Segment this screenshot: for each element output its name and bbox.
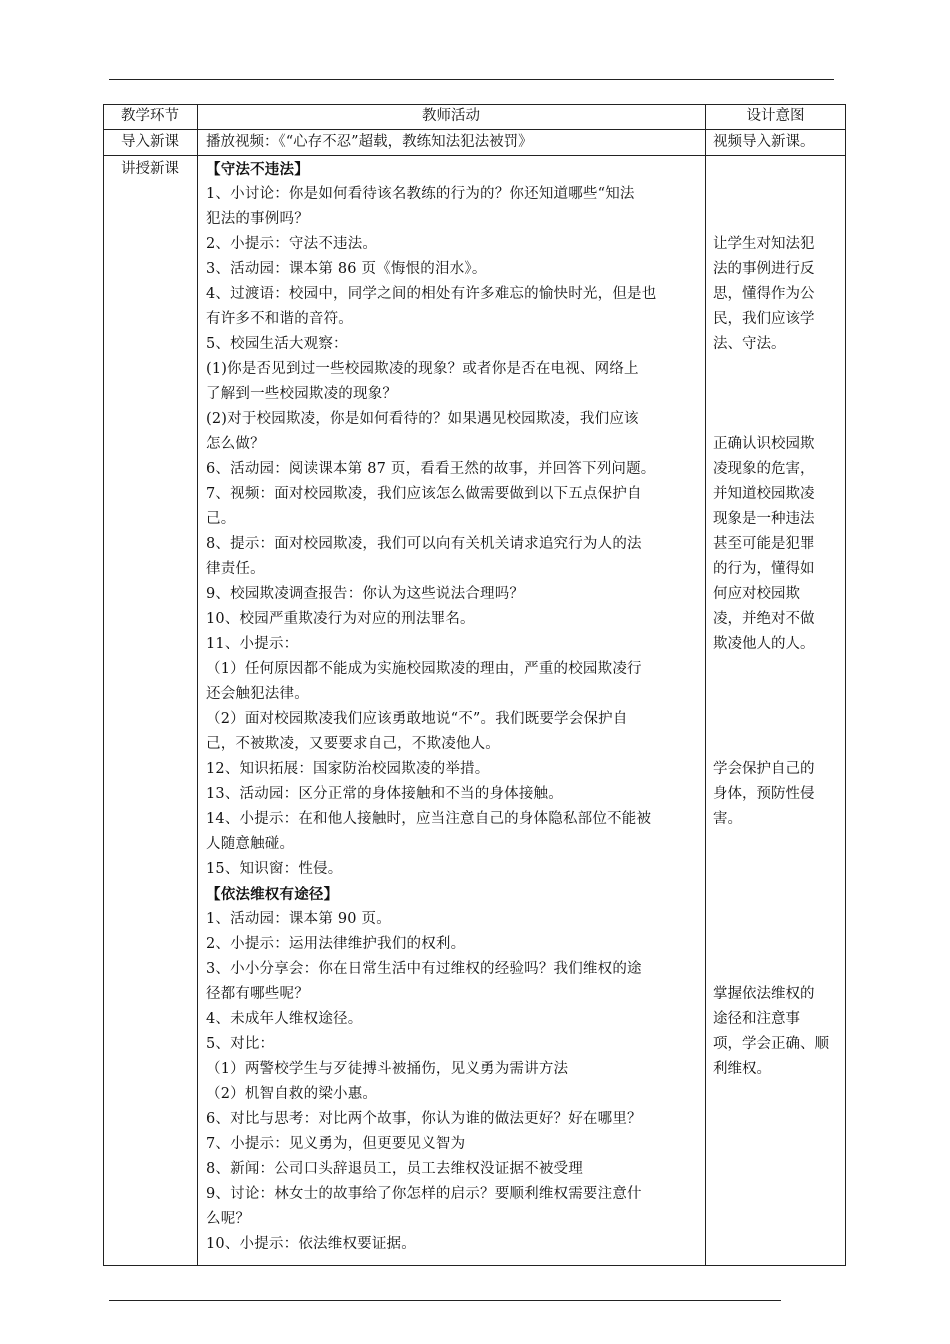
activity-line: 8、新闻：公司口头辞退员工，员工去维权没证据不被受理 xyxy=(206,1161,583,1177)
section-title: 【守法不违法】 xyxy=(206,161,309,178)
activity-line: 10、校园严重欺凌行为对应的刑法罪名。 xyxy=(206,611,475,627)
design-note-line: 的行为，懂得如 xyxy=(713,561,815,577)
activity-line: (1)你是否见到过一些校园欺凌的现象？或者你是否在电视、网络上 xyxy=(206,361,639,377)
activity-line: 11、小提示： xyxy=(206,636,299,652)
column-header-teacher-activity: 教师活动 xyxy=(422,108,480,124)
activity-line: 了解到一些校园欺凌的现象？ xyxy=(206,386,398,402)
activity-line: 还会触犯法律。 xyxy=(206,686,309,702)
activity-line: （2）面对校园欺凌我们应该勇敢地说“不”。我们既要学会保护自 xyxy=(206,711,628,727)
design-note-line: 害。 xyxy=(713,811,742,827)
stage-intro: 导入新课 xyxy=(121,134,179,150)
activity-line: 1、小讨论：你是如何看待该名教练的行为的？你还知道哪些“知法 xyxy=(206,186,635,202)
activity-line: 1、活动园：课本第 90 页。 xyxy=(206,911,391,927)
activity-line: 15、知识窗：性侵。 xyxy=(206,861,343,877)
activity-line: （1）任何原因都不能成为实施校园欺凌的理由，严重的校园欺凌行 xyxy=(206,661,642,677)
activity-line: 9、讨论：林女士的故事给了你怎样的启示？要顺利维权需要注意什 xyxy=(206,1186,642,1202)
design-note-line: 正确认识校园欺 xyxy=(713,436,815,452)
design-note-line: 法、守法。 xyxy=(713,336,786,352)
table-column-divider xyxy=(705,104,706,1266)
activity-line: 己。 xyxy=(206,511,236,527)
design-note-line: 身体，预防性侵 xyxy=(713,786,815,802)
column-header-design-intent: 设计意图 xyxy=(746,108,805,124)
design-note-line: 欺凌他人的人。 xyxy=(713,636,815,652)
stage-teaching: 讲授新课 xyxy=(121,161,179,177)
activity-line: 6、活动园：阅读课本第 87 页，看看王然的故事，并回答下列问题。 xyxy=(206,461,656,477)
design-note-bullying xyxy=(713,432,841,657)
activity-line: （2）机智自救的梁小惠。 xyxy=(206,1086,378,1102)
activity-line: 2、小提示：运用法律维护我们的权利。 xyxy=(206,936,466,952)
design-note-rights xyxy=(713,982,841,1082)
design-note-line: 法的事例进行反 xyxy=(713,261,815,277)
activity-line: 4、过渡语：校园中，同学之间的相处有许多难忘的愉快时光，但是也 xyxy=(206,286,657,302)
activity-line: 5、校园生活大观察： xyxy=(206,336,348,352)
activity-line: 怎么做？ xyxy=(206,436,265,452)
design-note-line: 并知道校园欺凌 xyxy=(713,486,815,502)
table-column-divider xyxy=(197,104,198,1266)
activity-line: (2)对于校园欺凌，你是如何看待的？如果遇见校园欺凌，我们应该 xyxy=(206,411,639,427)
design-note-line: 利维权。 xyxy=(713,1061,771,1077)
design-note-law xyxy=(713,232,841,357)
activity-line: 么呢？ xyxy=(206,1211,251,1227)
design-note-line: 项，学会正确、顺 xyxy=(713,1036,829,1052)
activity-line: （1）两警校学生与歹徒搏斗被捅伤，见义勇为需讲方法 xyxy=(206,1061,569,1077)
intro-design: 视频导入新课。 xyxy=(713,134,815,150)
design-note-line: 民，我们应该学 xyxy=(713,311,815,327)
activity-line: 13、活动园：区分正常的身体接触和不当的身体接触。 xyxy=(206,786,563,802)
design-note-line: 掌握依法维权的 xyxy=(713,986,815,1002)
design-note-line: 现象是一种违法 xyxy=(713,511,815,527)
header-rule xyxy=(109,79,834,80)
activity-line: 3、活动园：课本第 86 页《悔恨的泪水》。 xyxy=(206,261,487,277)
footer-rule xyxy=(109,1300,781,1301)
activity-line: 人随意触碰。 xyxy=(206,836,295,852)
activity-line: 有许多不和谐的音符。 xyxy=(206,311,353,327)
activity-line: 律责任。 xyxy=(206,561,265,577)
activity-line: 14、小提示：在和他人接触时，应当注意自己的身体隐私部位不能被 xyxy=(206,811,652,827)
column-header-stage: 教学环节 xyxy=(121,108,179,124)
design-note-line: 凌，并绝对不做 xyxy=(713,611,815,627)
activity-line: 己，不被欺凌，又要要求自己，不欺凌他人。 xyxy=(206,736,500,752)
activity-line: 犯法的事例吗？ xyxy=(206,211,309,227)
design-note-line: 何应对校园欺 xyxy=(713,586,800,602)
activity-line: 9、校园欺凌调查报告：你认为这些说法合理吗？ xyxy=(206,586,525,602)
activity-line: 8、提示：面对校园欺凌，我们可以向有关机关请求追究行为人的法 xyxy=(206,536,642,552)
activity-line: 4、未成年人维权途径。 xyxy=(206,1011,363,1027)
design-note-line: 凌现象的危害， xyxy=(713,461,815,477)
activity-line: 6、对比与思考：对比两个故事，你认为谁的做法更好？好在哪里？ xyxy=(206,1111,642,1127)
design-note-line: 思，懂得作为公 xyxy=(713,286,815,302)
section-title: 【依法维权有途径】 xyxy=(206,886,339,903)
design-note-body-protection xyxy=(713,757,841,832)
design-note-line: 学会保护自己的 xyxy=(713,761,815,777)
activity-line: 12、知识拓展：国家防治校园欺凌的举措。 xyxy=(206,761,490,777)
activity-line: 10、小提示：依法维权要证据。 xyxy=(206,1236,416,1252)
activity-line: 7、小提示：见义勇为，但更要见义智为 xyxy=(206,1136,466,1152)
activity-line: 7、视频：面对校园欺凌，我们应该怎么做需要做到以下五点保护自 xyxy=(206,486,642,502)
table-row-divider xyxy=(103,155,846,156)
design-note-line: 途径和注意事 xyxy=(713,1011,800,1027)
activity-line: 3、小小分享会：你在日常生活中有过维权的经验吗？我们维权的途 xyxy=(206,961,642,977)
activity-line: 径都有哪些呢？ xyxy=(206,986,309,1002)
design-note-line: 让学生对知法犯 xyxy=(713,236,815,252)
activity-line: 2、小提示：守法不违法。 xyxy=(206,236,378,252)
design-note-line: 甚至可能是犯罪 xyxy=(713,536,815,552)
intro-activity: 播放视频：《“心存不忍”超载，教练知法犯法被罚》 xyxy=(206,134,533,150)
activity-line: 5、对比： xyxy=(206,1036,275,1052)
